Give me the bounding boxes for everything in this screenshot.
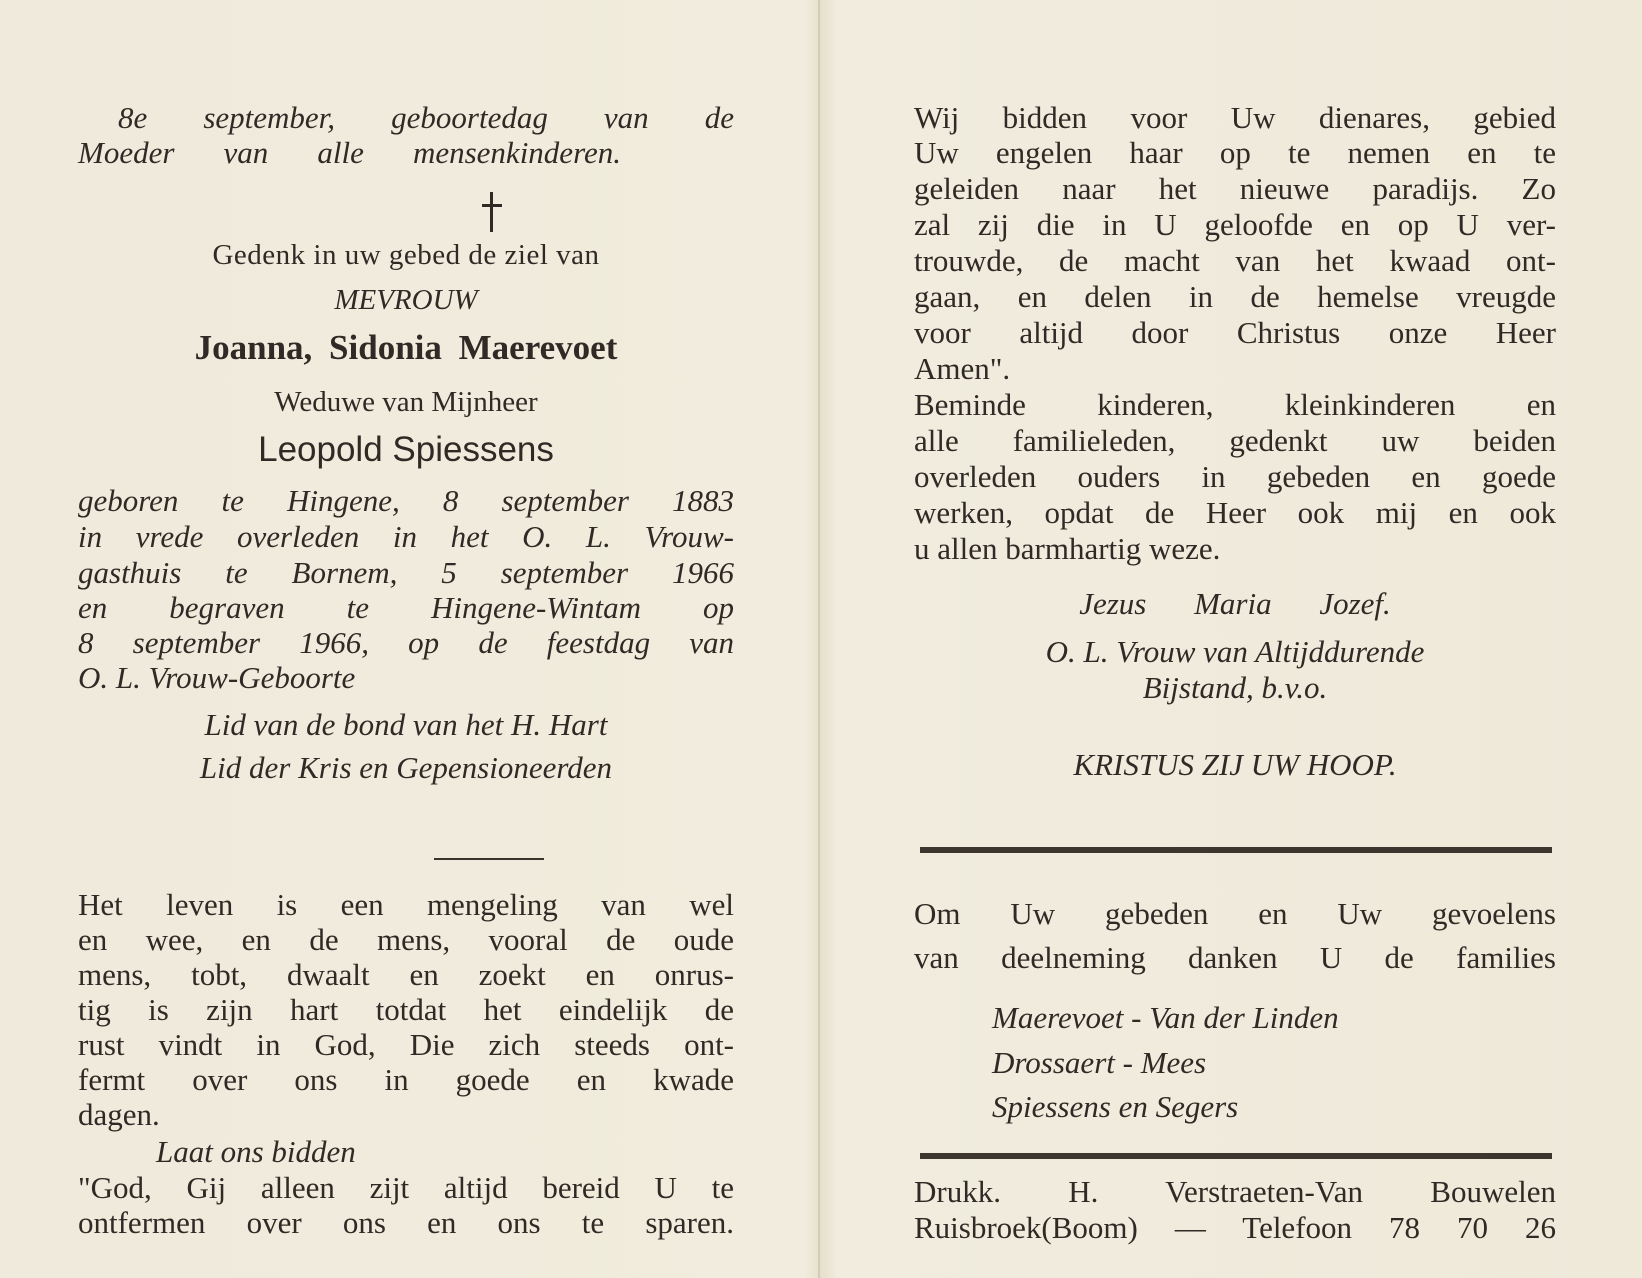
rule-lower [920, 1153, 1552, 1159]
prayer-line: "God, Gij alleen zijt altijd bereid U te [78, 1170, 734, 1205]
membership-line: Lid van de bond van het H. Hart [204, 707, 608, 742]
section-divider [434, 858, 544, 860]
reflection-line: en wee, en de mens, vooral de oude [78, 922, 734, 957]
family-line: Maerevoet - Van der Linden [992, 1000, 1339, 1035]
printer-line: Ruisbroek(Boom) — Telefoon 78 70 26 [914, 1210, 1556, 1245]
plea-line: O. L. Vrouw van Altijddurende [1045, 634, 1425, 669]
deceased-name: Joanna, Sidonia Maerevoet [194, 328, 618, 367]
prayer-line: Wij bidden voor Uw dienares, gebied [914, 100, 1556, 135]
reflection-line: tig is zijn hart totdat het eindelijk de [78, 992, 734, 1027]
invocation-line: Jezus Maria Jozef. [1079, 586, 1391, 621]
remember-line: Gedenk in uw gebed de ziel van [212, 239, 600, 271]
reflection-line: mens, tobt, dwaalt en zoekt en onrus- [78, 957, 734, 992]
thanks-line: van deelneming danken U de families [914, 940, 1556, 975]
husband-name: Leopold Spiessens [258, 430, 554, 469]
children-line: Beminde kinderen, kleinkinderen en [914, 387, 1556, 422]
bio-line: in vrede overleden in het O. L. Vrouw- [78, 519, 734, 554]
prayer-line: gaan, en delen in de hemelse vreugde [914, 279, 1556, 314]
bio-line: en begraven te Hingene-Wintam op [78, 590, 734, 625]
prayer-heading: Laat ons bidden [156, 1134, 356, 1169]
family-line: Drossaert - Mees [992, 1045, 1207, 1080]
children-line: u allen barmhartig weze. [914, 531, 1221, 566]
prayer-line: Uw engelen haar op te nemen en te [914, 135, 1556, 170]
prayer-line: geleiden naar het nieuwe paradijs. Zo [914, 171, 1556, 206]
printer-line: Drukk. H. Verstraeten-Van Bouwelen [914, 1174, 1556, 1209]
thanks-line: Om Uw gebeden en Uw gevoelens [914, 896, 1556, 931]
reflection-line: dagen. [78, 1097, 160, 1132]
prayer-line: zal zij die in U geloofde en op U ver- [914, 207, 1556, 242]
prayer-line: Amen". [914, 351, 1011, 386]
membership-line: Lid der Kris en Gepensioneerden [199, 750, 613, 785]
prayer-line: voor altijd door Christus onze Heer [914, 315, 1556, 350]
children-line: alle familieleden, gedenkt uw beiden [914, 423, 1556, 458]
widow-of-line: Weduwe van Mijnheer [274, 386, 538, 418]
reflection-line: Het leven is een mengeling van wel [78, 887, 734, 922]
bio-line: geboren te Hingene, 8 september 1883 [78, 483, 734, 518]
bio-line: O. L. Vrouw-Geboorte [78, 660, 356, 695]
intro-line: Moeder van alle mensenkinderen. [78, 135, 621, 170]
children-line: werken, opdat de Heer ook mij en ook [914, 495, 1556, 530]
children-line: overleden ouders in gebeden en goede [914, 459, 1556, 494]
card-fold [818, 0, 820, 1278]
motto-line: KRISTUS ZIJ UW HOOP. [1073, 747, 1397, 782]
reflection-line: rust vindt in God, Die zich steeds ont- [78, 1027, 734, 1062]
title-mevrouw: MEVROUW [334, 284, 478, 316]
rule-upper [920, 847, 1552, 853]
cross-icon [482, 192, 502, 232]
prayer-line: trouwde, de macht van het kwaad ont- [914, 243, 1556, 278]
reflection-line: fermt over ons in goede en kwade [78, 1062, 734, 1097]
family-line: Spiessens en Segers [992, 1089, 1239, 1124]
intro-line: 8e september, geboortedag van de [118, 100, 734, 135]
plea-line: Bijstand, b.v.o. [1142, 670, 1328, 705]
bio-line: gasthuis te Bornem, 5 september 1966 [78, 555, 734, 590]
bio-line: 8 september 1966, op de feestdag van [78, 625, 734, 660]
prayer-line: ontfermen over ons en ons te sparen. [78, 1205, 734, 1240]
